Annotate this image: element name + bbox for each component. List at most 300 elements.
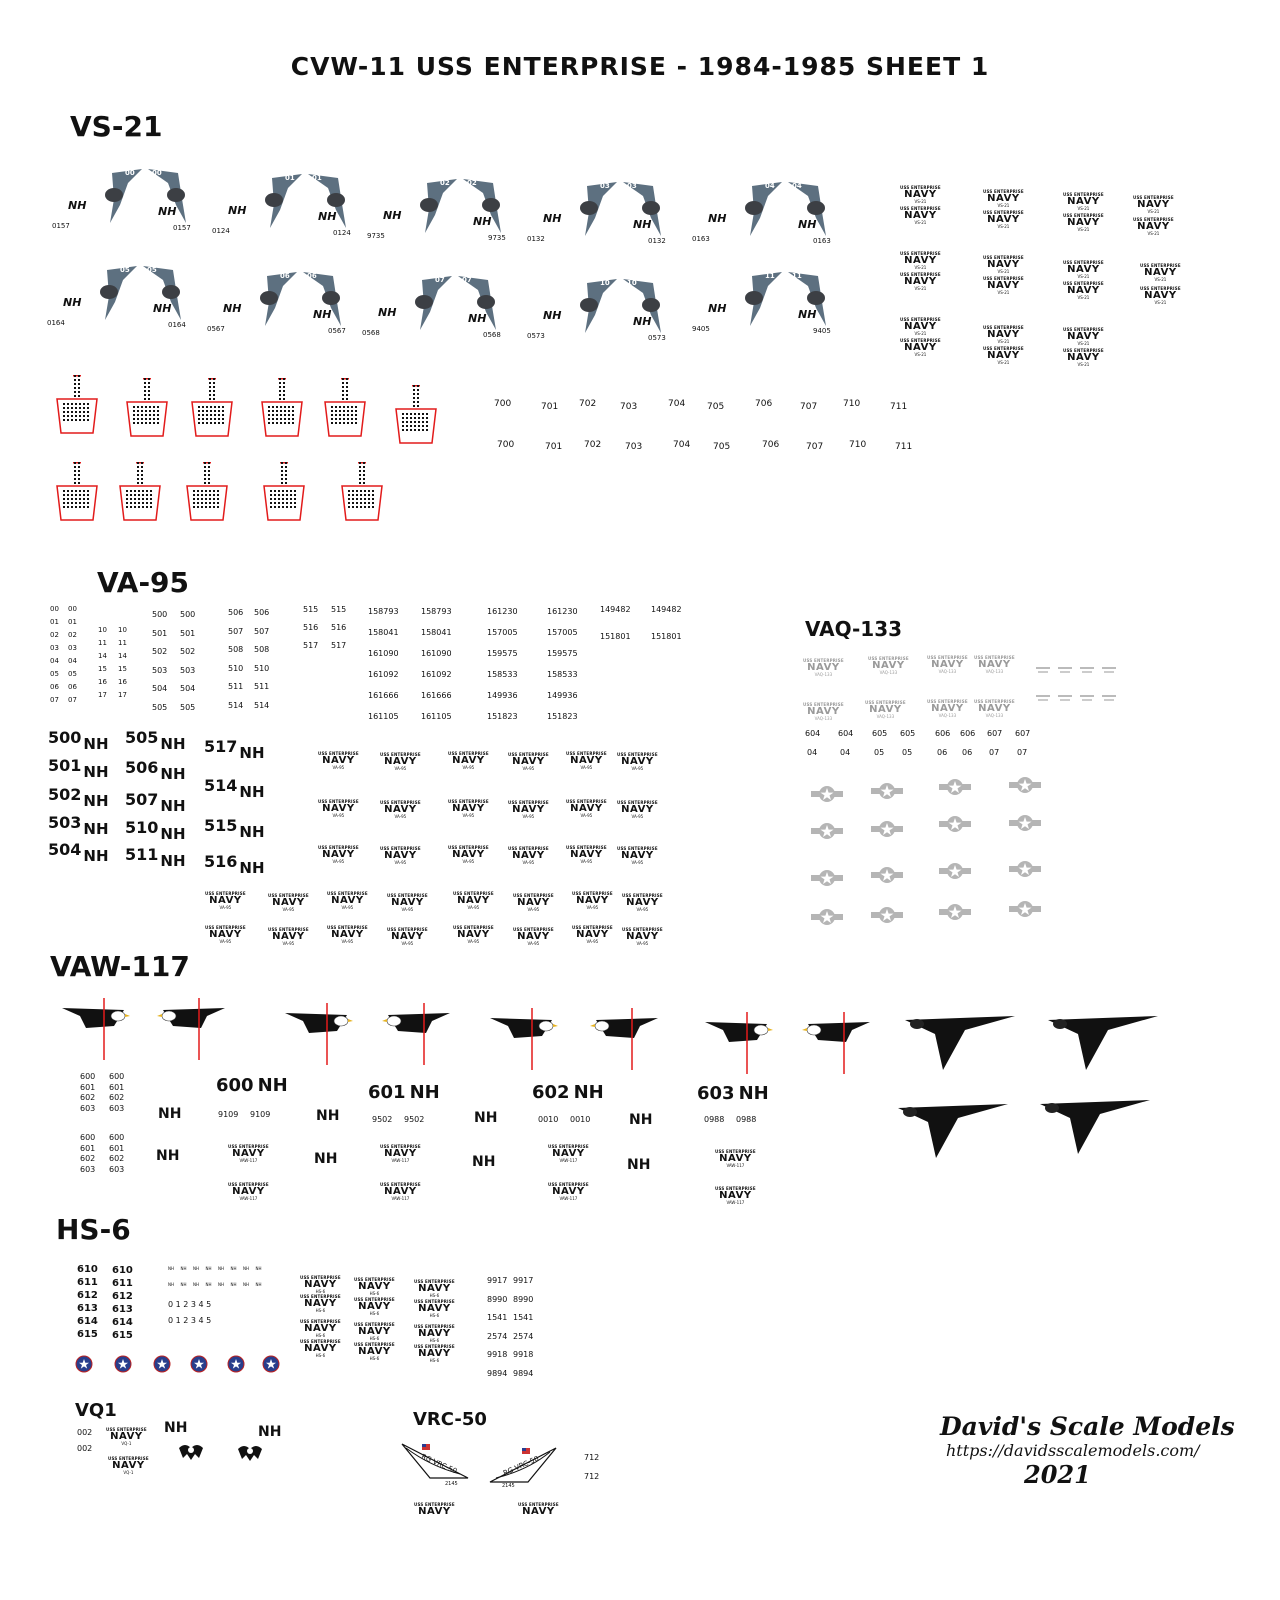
vs21-nh-right: NH xyxy=(313,308,332,321)
unit-label: VA-95 xyxy=(586,939,599,944)
nh-code: NH xyxy=(160,825,186,843)
va95-navy-marking xyxy=(508,847,549,865)
unit-label: VS-21 xyxy=(1077,274,1090,279)
star-and-bar-insignia-icon xyxy=(810,785,844,803)
squadron-roundel-icon xyxy=(262,1355,280,1373)
va95-navy-marking xyxy=(508,753,549,771)
brand-year: 2021 xyxy=(1024,1460,1091,1489)
va95-buno: 151823 xyxy=(547,712,578,721)
hs6-tiny-nh: NH xyxy=(180,1266,187,1271)
va95-small-modex: 14 xyxy=(98,652,107,660)
uss-enterprise-label: USS ENTERPRISE xyxy=(453,891,494,896)
uss-enterprise-label: USS ENTERPRISE xyxy=(927,655,968,660)
va95-modex: 501 xyxy=(152,628,168,638)
vaq133-navy-marking-0 xyxy=(803,659,844,677)
vaw117-big-modex xyxy=(532,1082,604,1103)
va95-small-modex: 04 xyxy=(50,657,59,665)
uss-enterprise-label: USS ENTERPRISE xyxy=(380,800,421,805)
vaq133-modex: 605 xyxy=(900,729,916,738)
vrc50-modex: 712 xyxy=(584,1453,600,1462)
uss-enterprise-label: USS ENTERPRISE xyxy=(900,317,941,322)
navy-label: NAVY xyxy=(457,929,490,940)
vaw117-nh-code: NH xyxy=(314,1151,338,1167)
unit-label: VS-21 xyxy=(1147,231,1160,236)
va95-small-modex: 00 xyxy=(68,605,77,613)
unit-label: VA-95 xyxy=(580,813,593,818)
vs21-tail-pair-6 xyxy=(225,268,375,333)
va95-small-modex: 11 xyxy=(98,639,107,647)
hs6-tiny-nh: NH xyxy=(230,1282,237,1287)
uss-enterprise-label: USS ENTERPRISE xyxy=(983,210,1024,215)
vs21-modex-bottom: 701 xyxy=(545,442,563,452)
navy-label: NAVY xyxy=(272,931,305,942)
navy-label: NAVY xyxy=(576,895,609,906)
navy-label: NAVY xyxy=(418,1283,451,1294)
va95-small-modex: 03 xyxy=(68,644,77,652)
vaw117-small-modex: 603 xyxy=(109,1103,125,1113)
vs21-navy-marking-11 xyxy=(983,277,1024,295)
va95-big-modex xyxy=(48,728,109,753)
vs21-nh-left: NH xyxy=(383,209,402,222)
vs21-buno-left: 9405 xyxy=(692,325,710,333)
va95-modex: 500 xyxy=(152,610,168,619)
star-and-bar-insignia-icon xyxy=(810,869,844,887)
vs21-nh-right: NH xyxy=(473,215,492,228)
vaw117-navy-marking xyxy=(715,1187,756,1205)
unit-label: VA-95 xyxy=(332,859,345,864)
vaq133-modex-short: 05 xyxy=(902,748,913,757)
unit-label: VA-95 xyxy=(332,765,345,770)
va95-modex: 503 xyxy=(152,665,168,675)
va95-buno: 149482 xyxy=(600,605,631,614)
uss-enterprise-label: USS ENTERPRISE xyxy=(380,1144,421,1149)
unit-label: VA-95 xyxy=(527,941,540,946)
hs6-tiny-nh: NH xyxy=(180,1282,187,1287)
navy-label: NAVY xyxy=(987,259,1020,270)
navy-label: NAVY xyxy=(1137,221,1170,232)
squadron-roundel-icon xyxy=(190,1355,208,1373)
hs6-buno: 1541 xyxy=(513,1313,534,1322)
va95-modex: 517 xyxy=(331,641,347,650)
uss-enterprise-label: USS ENTERPRISE xyxy=(566,845,607,850)
navy-label: NAVY xyxy=(807,706,840,717)
uss-enterprise-label: USS ENTERPRISE xyxy=(900,251,941,256)
vs21-code-right: 03 xyxy=(627,182,637,190)
uss-enterprise-label: USS ENTERPRISE xyxy=(1063,260,1104,265)
uss-enterprise-label: USS ENTERPRISE xyxy=(927,699,968,704)
vaw117-small-modex: 603 xyxy=(80,1164,96,1174)
vs21-buno-left: 9735 xyxy=(367,232,385,240)
va95-buno: 161230 xyxy=(487,607,518,616)
hs6-buno: 9918 xyxy=(513,1350,534,1359)
vaw117-black-eagle-tail-icon xyxy=(1040,1096,1152,1158)
va95-buno: 149482 xyxy=(651,605,682,614)
navy-label: NAVY xyxy=(552,1148,585,1159)
hs6-navy-marking xyxy=(300,1276,341,1294)
unit-label: VS-21 xyxy=(914,352,927,357)
unit-label: VAQ-133 xyxy=(938,669,957,674)
navy-label: NAVY xyxy=(517,897,550,908)
uss-enterprise-label: USS ENTERPRISE xyxy=(380,846,421,851)
uss-enterprise-label: USS ENTERPRISE xyxy=(414,1279,455,1284)
vaw117-eagle-tail-icon xyxy=(800,1012,872,1076)
unit-label: VA-95 xyxy=(219,905,232,910)
uss-enterprise-label: USS ENTERPRISE xyxy=(572,891,613,896)
va95-small-modex: 16 xyxy=(118,678,127,686)
unit-label: HS-6 xyxy=(315,1308,326,1313)
va95-buno: 161090 xyxy=(368,649,399,658)
navy-label: NAVY xyxy=(1067,196,1100,207)
navy-label: NAVY xyxy=(512,804,545,815)
va95-small-modex: 02 xyxy=(68,631,77,639)
vs21-navy-marking-4 xyxy=(1063,193,1104,211)
navy-label: NAVY xyxy=(719,1153,752,1164)
hs6-modex: 614 xyxy=(77,1316,98,1327)
vaq133-modex: 606 xyxy=(935,729,951,738)
navy-label: NAVY xyxy=(1067,264,1100,275)
vs21-navy-marking-5 xyxy=(1063,214,1104,232)
hs6-digits-row: 0 1 2 3 4 5 xyxy=(168,1316,212,1325)
vs21-panel-marking-8 xyxy=(185,462,229,524)
navy-label: NAVY xyxy=(1067,285,1100,296)
modex-number: 517 xyxy=(204,737,238,756)
navy-label: NAVY xyxy=(904,210,937,221)
va95-buno: 158793 xyxy=(368,607,399,616)
navy-label: NAVY xyxy=(304,1279,337,1290)
vs21-modex-top: 704 xyxy=(668,399,686,409)
navy-label: NAVY xyxy=(869,704,902,715)
va95-buno: 161230 xyxy=(547,607,578,616)
unit-label: VS-21 xyxy=(914,199,927,204)
unit-label: VQ-1 xyxy=(123,1470,134,1475)
va95-small-modex: 17 xyxy=(118,691,127,699)
nh-code: NH xyxy=(257,1075,288,1096)
vaw117-black-eagle-tail-icon xyxy=(905,1012,1017,1074)
hs6-navy-marking xyxy=(354,1343,395,1361)
vs21-buno-right: 9735 xyxy=(488,234,506,242)
vaq133-navy-marking-2 xyxy=(927,656,968,674)
section-vs21-title: VS-21 xyxy=(70,110,163,143)
vaq133-modex-short: 07 xyxy=(989,748,1000,757)
navy-label: NAVY xyxy=(987,214,1020,225)
section-va95-title: VA-95 xyxy=(97,566,190,599)
navy-label: NAVY xyxy=(1144,290,1177,301)
hs6-modex: 612 xyxy=(77,1290,98,1301)
vaw117-small-modex: 603 xyxy=(109,1164,125,1174)
vs21-code-right: 04 xyxy=(792,182,802,190)
va95-big-modex xyxy=(125,790,186,815)
vaw117-buno: 0988 xyxy=(736,1115,757,1124)
uss-enterprise-label: USS ENTERPRISE xyxy=(228,1182,269,1187)
hs6-digits-row: 0 1 2 3 4 5 xyxy=(168,1300,212,1309)
hs6-buno: 8990 xyxy=(487,1294,508,1304)
va95-navy-marking xyxy=(268,894,309,912)
vaq133-modex-short: 06 xyxy=(962,748,973,757)
navy-label: NAVY xyxy=(904,276,937,287)
vaw117-nh-code: NH xyxy=(158,1106,182,1122)
unit-label: VA-95 xyxy=(636,941,649,946)
unit-label: VS-21 xyxy=(914,286,927,291)
nh-code: NH xyxy=(83,820,109,838)
vaw117-small-modex: 600 xyxy=(109,1133,125,1142)
nh-code: NH xyxy=(239,744,265,762)
vs21-modex-bottom: 707 xyxy=(806,442,824,452)
vs21-modex-top: 700 xyxy=(494,399,512,409)
va95-big-modex xyxy=(204,737,265,762)
vs21-nh-right: NH xyxy=(158,205,177,218)
vaw117-eagle-tail-icon xyxy=(588,1008,660,1072)
vs21-code-left: 03 xyxy=(600,182,610,190)
unit-label: VA-95 xyxy=(282,907,295,912)
uss-enterprise-label: USS ENTERPRISE xyxy=(1063,281,1104,286)
unit-label: VA-95 xyxy=(462,859,475,864)
modex-number: 516 xyxy=(204,852,238,871)
hs6-modex: 610 xyxy=(112,1265,133,1276)
vs21-code-left: 11 xyxy=(765,272,775,280)
unit-label: VS-21 xyxy=(1077,362,1090,367)
vaq133-modex-short: 05 xyxy=(874,748,885,757)
uss-enterprise-label: USS ENTERPRISE xyxy=(900,206,941,211)
unit-label: VAW-117 xyxy=(726,1200,745,1205)
navy-label: NAVY xyxy=(384,804,417,815)
navy-label: NAVY xyxy=(331,929,364,940)
unit-label: VS-21 xyxy=(997,269,1010,274)
hs6-tiny-nh: NH xyxy=(193,1282,199,1287)
hs6-modex: 612 xyxy=(112,1291,133,1302)
vaw117-nh-code: NH xyxy=(156,1148,180,1164)
uss-enterprise-label: USS ENTERPRISE xyxy=(414,1502,455,1507)
vs21-code-left: 07 xyxy=(435,276,445,284)
va95-small-modex: 03 xyxy=(50,644,59,652)
navy-label: NAVY xyxy=(384,850,417,861)
va95-navy-marking xyxy=(387,928,428,946)
vaw117-small-modex: 602 xyxy=(109,1093,125,1102)
vaq133-tiny-marking xyxy=(1034,693,1054,703)
vs21-modex-top: 701 xyxy=(541,402,559,412)
uss-enterprise-label: USS ENTERPRISE xyxy=(715,1149,756,1154)
hs6-buno: 2574 xyxy=(487,1331,508,1341)
uss-enterprise-label: USS ENTERPRISE xyxy=(1063,327,1104,332)
vaw117-big-modex xyxy=(697,1083,769,1104)
unit-label: VS-21 xyxy=(1077,295,1090,300)
section-hs6-title: HS-6 xyxy=(56,1213,131,1246)
unit-label: VS-21 xyxy=(997,290,1010,295)
va95-navy-marking xyxy=(572,926,613,944)
va95-navy-marking xyxy=(205,892,246,910)
va95-buno: 161666 xyxy=(421,691,452,700)
unit-label: VA-95 xyxy=(636,907,649,912)
va95-modex: 505 xyxy=(180,702,196,712)
va95-modex: 508 xyxy=(254,645,270,654)
section-vaw117-title: VAW-117 xyxy=(50,950,190,983)
vs21-modex-top: 711 xyxy=(890,402,908,412)
vq1-navy-marking xyxy=(106,1428,147,1446)
unit-label: VA-95 xyxy=(401,907,414,912)
vaw117-nh-code: NH xyxy=(316,1108,340,1124)
vaq133-modex: 607 xyxy=(987,729,1003,738)
vrc50-modex: 712 xyxy=(584,1472,600,1481)
vaq133-tiny-marking xyxy=(1034,665,1054,675)
modex-number: 602 xyxy=(532,1082,570,1103)
navy-label: NAVY xyxy=(807,662,840,673)
vs21-panel-marking-0 xyxy=(55,375,99,437)
hs6-tiny-nh: NH xyxy=(243,1266,249,1271)
vs21-nh-left: NH xyxy=(378,306,397,319)
navy-label: NAVY xyxy=(570,755,603,766)
hs6-buno: 9918 xyxy=(487,1350,508,1359)
vs21-nh-left: NH xyxy=(708,212,727,225)
va95-modex: 508 xyxy=(228,645,244,654)
nh-code: NH xyxy=(83,847,109,865)
navy-label: NAVY xyxy=(322,803,355,814)
uss-enterprise-label: USS ENTERPRISE xyxy=(1063,213,1104,218)
unit-label: VA-95 xyxy=(394,860,407,865)
vaw117-navy-marking xyxy=(228,1145,269,1163)
vaw117-small-modex: 602 xyxy=(109,1154,125,1163)
hs6-navy-marking xyxy=(414,1325,455,1343)
vaw117-navy-marking xyxy=(380,1145,421,1163)
vs21-buno-left: 0124 xyxy=(212,227,230,235)
uss-enterprise-label: USS ENTERPRISE xyxy=(900,338,941,343)
navy-label: NAVY xyxy=(322,755,355,766)
nh-code: NH xyxy=(409,1082,440,1103)
vs21-tail-pair-5 xyxy=(65,262,215,327)
uss-enterprise-label: USS ENTERPRISE xyxy=(566,799,607,804)
navy-label: NAVY xyxy=(719,1190,752,1201)
modex-number: 511 xyxy=(125,845,159,864)
star-and-bar-insignia-icon xyxy=(870,866,904,884)
hs6-navy-marking xyxy=(414,1300,455,1318)
vaq133-tiny-marking xyxy=(1078,693,1098,703)
vs21-navy-marking-20 xyxy=(1063,328,1104,346)
unit-label: VA-95 xyxy=(467,905,480,910)
unit-label: VAQ-133 xyxy=(985,713,1004,718)
uss-enterprise-label: USS ENTERPRISE xyxy=(318,799,359,804)
vs21-code-right: 02 xyxy=(467,179,477,187)
navy-label: NAVY xyxy=(358,1326,391,1337)
uss-enterprise-label: USS ENTERPRISE xyxy=(508,800,549,805)
va95-big-modex xyxy=(48,785,109,810)
unit-label: VA-95 xyxy=(586,905,599,910)
navy-label: NAVY xyxy=(358,1281,391,1292)
vq1-bat-emblem-icon xyxy=(236,1441,264,1463)
modex-number: 502 xyxy=(48,785,82,804)
vs21-code-right: 06 xyxy=(307,272,317,280)
vaw117-small-modex: 601 xyxy=(109,1082,125,1092)
vs21-navy-marking-14 xyxy=(1140,264,1181,282)
vaw117-big-modex xyxy=(216,1075,288,1096)
modex-number: 506 xyxy=(125,758,159,777)
unit-label: VAW-117 xyxy=(559,1196,578,1201)
nh-code: NH xyxy=(83,763,109,781)
nh-code: NH xyxy=(160,797,186,815)
vs21-navy-marking-9 xyxy=(900,273,941,291)
va95-modex: 504 xyxy=(152,684,168,693)
navy-label: NAVY xyxy=(452,803,485,814)
navy-label: NAVY xyxy=(987,329,1020,340)
star-and-bar-insignia-icon xyxy=(938,862,972,880)
vs21-navy-marking-0 xyxy=(900,186,941,204)
nh-code: NH xyxy=(239,783,265,801)
unit-label: VA-95 xyxy=(522,766,535,771)
va95-modex: 502 xyxy=(180,647,196,656)
uss-enterprise-label: USS ENTERPRISE xyxy=(1140,263,1181,268)
uss-enterprise-label: USS ENTERPRISE xyxy=(974,655,1015,660)
uss-enterprise-label: USS ENTERPRISE xyxy=(354,1277,395,1282)
vs21-navy-marking-3 xyxy=(983,211,1024,229)
uss-enterprise-label: USS ENTERPRISE xyxy=(453,925,494,930)
navy-label: NAVY xyxy=(418,1348,451,1359)
navy-label: NAVY xyxy=(418,1506,451,1517)
va95-modex: 503 xyxy=(180,665,196,675)
vs21-modex-top: 707 xyxy=(800,402,818,412)
vrc50-tail-text: RG VRC-50 xyxy=(502,1454,541,1478)
unit-label: HS-6 xyxy=(369,1336,380,1341)
vrc50-buno: 2145 xyxy=(445,1481,458,1487)
va95-big-modex xyxy=(125,845,186,870)
star-and-bar-insignia-icon xyxy=(938,815,972,833)
va95-navy-marking xyxy=(617,801,658,819)
vs21-navy-marking-13 xyxy=(1063,282,1104,300)
hs6-buno: 9894 xyxy=(513,1368,534,1378)
va95-big-modex xyxy=(204,852,265,877)
unit-label: VA-95 xyxy=(341,905,354,910)
hs6-buno: 9894 xyxy=(487,1368,508,1378)
vs21-panel-marking-2 xyxy=(190,378,234,440)
vs21-modex-top: 706 xyxy=(755,399,773,409)
vs21-code-right: 01 xyxy=(312,174,322,182)
nh-code: NH xyxy=(239,823,265,841)
hs6-tiny-nh: NH xyxy=(205,1282,212,1287)
uss-enterprise-label: USS ENTERPRISE xyxy=(106,1427,147,1432)
modex-number: 515 xyxy=(204,816,238,835)
vs21-navy-marking-21 xyxy=(1063,349,1104,367)
vs21-navy-marking-12 xyxy=(1063,261,1104,279)
va95-navy-marking xyxy=(513,928,554,946)
vaw117-nh-code: NH xyxy=(472,1154,496,1170)
unit-label: VA-95 xyxy=(394,814,407,819)
vs21-panel-marking-3 xyxy=(260,378,304,440)
vaw117-small-modex: 602 xyxy=(80,1154,96,1163)
uss-enterprise-label: USS ENTERPRISE xyxy=(448,751,489,756)
vs21-navy-marking-6 xyxy=(1133,196,1174,214)
unit-label: VA-95 xyxy=(394,766,407,771)
vs21-code-left: 04 xyxy=(765,182,775,190)
vs21-modex-bottom: 706 xyxy=(762,440,780,450)
vs21-code-right: 00 xyxy=(152,169,162,177)
section-vrc50-title: VRC-50 xyxy=(413,1409,487,1430)
brand-url[interactable]: https://davidsscalemodels.com/ xyxy=(946,1441,1200,1460)
va95-buno: 161092 xyxy=(368,670,399,679)
va95-navy-marking xyxy=(513,894,554,912)
vaq133-modex-short: 07 xyxy=(1017,748,1028,757)
va95-navy-marking xyxy=(508,801,549,819)
hs6-modex: 615 xyxy=(77,1329,98,1340)
vs21-navy-marking-10 xyxy=(983,256,1024,274)
vaw117-buno: 0988 xyxy=(704,1115,725,1124)
uss-enterprise-label: USS ENTERPRISE xyxy=(414,1324,455,1329)
unit-label: VAW-117 xyxy=(726,1163,745,1168)
uss-enterprise-label: USS ENTERPRISE xyxy=(327,891,368,896)
uss-enterprise-label: USS ENTERPRISE xyxy=(900,185,941,190)
navy-label: NAVY xyxy=(209,895,242,906)
vs21-buno-right: 0124 xyxy=(333,229,351,237)
vs21-nh-right: NH xyxy=(318,210,337,223)
navy-label: NAVY xyxy=(391,931,424,942)
navy-label: NAVY xyxy=(1067,331,1100,342)
hs6-buno: 9917 xyxy=(513,1276,534,1285)
star-and-bar-insignia-icon xyxy=(1008,860,1042,878)
